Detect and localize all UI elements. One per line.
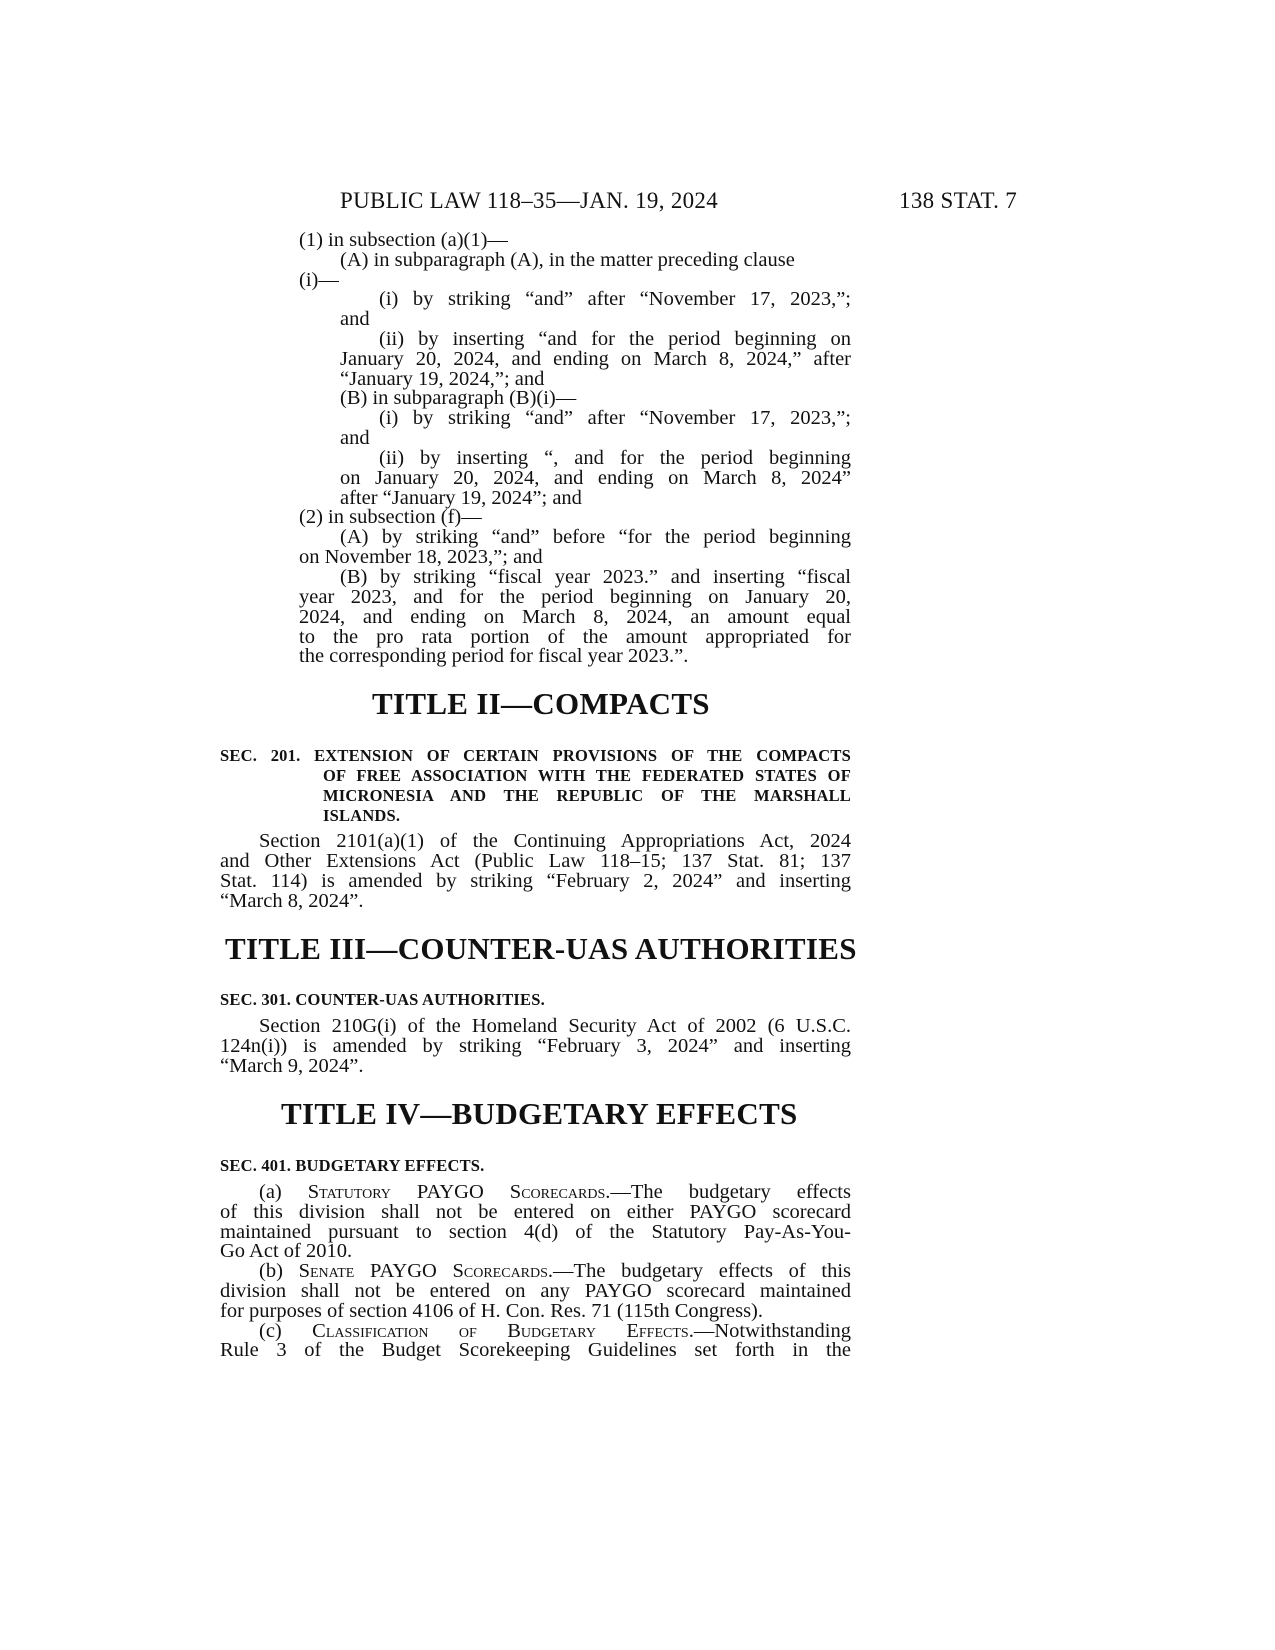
body-text: Rule 3 of the Budget Scorekeeping Guidelines set forth in the (220, 1339, 851, 1361)
body-text: .—Notwithstanding (688, 1320, 851, 1342)
body-text: Section 210G(i) of the Homeland Security Act of 2002 (6 U.S.C. (259, 1015, 851, 1037)
subsection-caption: Classification of Budgetary Effects (312, 1320, 689, 1342)
body-text: “March 8, 2024”. (220, 890, 364, 912)
body-text: and Other Extensions Act (Public Law 118–15; 137 Stat. 81; 137 (220, 850, 851, 872)
subsection-caption: Statutory PAYGO Scorecards (307, 1181, 606, 1203)
list-item: year 2023, and for the period beginning on January 20, (299, 586, 851, 608)
subsection-caption: Senate PAYGO Scorecards (298, 1260, 548, 1282)
list-item: (B) by striking “fiscal year 2023.” and inserting “fiscal (340, 566, 851, 588)
body-text: Go Act of 2010. (220, 1240, 353, 1262)
body-text: for purposes of section 4106 of H. Con. Res. 71 (115th Congress). (220, 1300, 763, 1322)
title-iv-heading: TITLE IV—BUDGETARY EFFECTS (281, 1096, 798, 1131)
list-item: (A) in subparagraph (A), in the matter preceding clause (340, 249, 795, 271)
list-item: January 20, 2024, and ending on March 8, 2024,” after (340, 348, 851, 370)
list-item: after “January 19, 2024”; and (340, 487, 582, 509)
list-item: (ii) by inserting “, and for the period beginning (379, 447, 851, 469)
list-item: (i)— (299, 269, 339, 291)
subsection-b (259, 1261, 851, 1282)
list-item: (ii) by inserting “and for the period beginning on (379, 328, 851, 350)
list-item: (1) in subsection (a)(1)— (299, 229, 508, 251)
body-text: 124n(i)) is amended by striking “February 3, 2024” and inserting (220, 1035, 851, 1057)
subsection-label: (a) (259, 1181, 308, 1203)
body-text: division shall not be entered on any PAYGO scorecard maintained (220, 1280, 851, 1302)
body-text: Stat. 114) is amended by striking “February 2, 2024” and inserting (220, 870, 851, 892)
list-item: (A) by striking “and” before “for the period beginning (340, 526, 851, 548)
list-item: 2024, and ending on March 8, 2024, an amount equal (299, 606, 851, 628)
list-item: “January 19, 2024,”; and (340, 368, 545, 390)
section-heading: MICRONESIA AND THE REPUBLIC OF THE MARSHALL (323, 786, 851, 805)
list-item: (2) in subsection (f)— (299, 506, 482, 528)
section-heading: ISLANDS. (323, 806, 401, 825)
body-text: .—The budgetary effects of this (547, 1260, 851, 1282)
list-item: (i) by striking “and” after “November 17, 2023,”; (379, 288, 851, 310)
list-item: (B) in subparagraph (B)(i)— (340, 387, 577, 409)
subsection-label: (c) (259, 1320, 313, 1342)
section-heading: SEC. 301. COUNTER-UAS AUTHORITIES. (220, 990, 545, 1009)
body-text: maintained pursuant to section 4(d) of the Statutory Pay-As-You- (220, 1221, 851, 1243)
subsection-a (259, 1182, 851, 1203)
body-text: Section 2101(a)(1) of the Continuing Appropriations Act, 2024 (259, 830, 851, 852)
running-head: PUBLIC LAW 118–35—JAN. 19, 2024 (340, 188, 719, 213)
list-item: (i) by striking “and” after “November 17, 2023,”; (379, 407, 851, 429)
body-text: .—The budgetary effects (605, 1181, 851, 1203)
list-item: on November 18, 2023,”; and (299, 546, 543, 568)
list-item: the corresponding period for fiscal year 2023.”. (299, 645, 689, 667)
body-text: “March 9, 2024”. (220, 1055, 364, 1077)
page-number: 138 STAT. 7 (899, 188, 1017, 213)
section-heading: OF FREE ASSOCIATION WITH THE FEDERATED STATES OF (323, 766, 851, 785)
title-ii-heading: TITLE II—COMPACTS (372, 686, 710, 721)
section-heading: SEC. 401. BUDGETARY EFFECTS. (220, 1156, 485, 1175)
body-text: of this division shall not be entered on either PAYGO scorecard (220, 1201, 851, 1223)
list-item: and (340, 308, 370, 330)
section-heading: SEC. 201. EXTENSION OF CERTAIN PROVISIONS OF THE COMPACTS (220, 746, 851, 765)
title-iii-heading: TITLE III—COUNTER-UAS AUTHORITIES (225, 931, 857, 966)
list-item: on January 20, 2024, and ending on March 8, 2024” (340, 467, 851, 489)
subsection-label: (b) (259, 1260, 299, 1282)
list-item: to the pro rata portion of the amount appropriated for (299, 626, 851, 648)
list-item: and (340, 427, 370, 449)
